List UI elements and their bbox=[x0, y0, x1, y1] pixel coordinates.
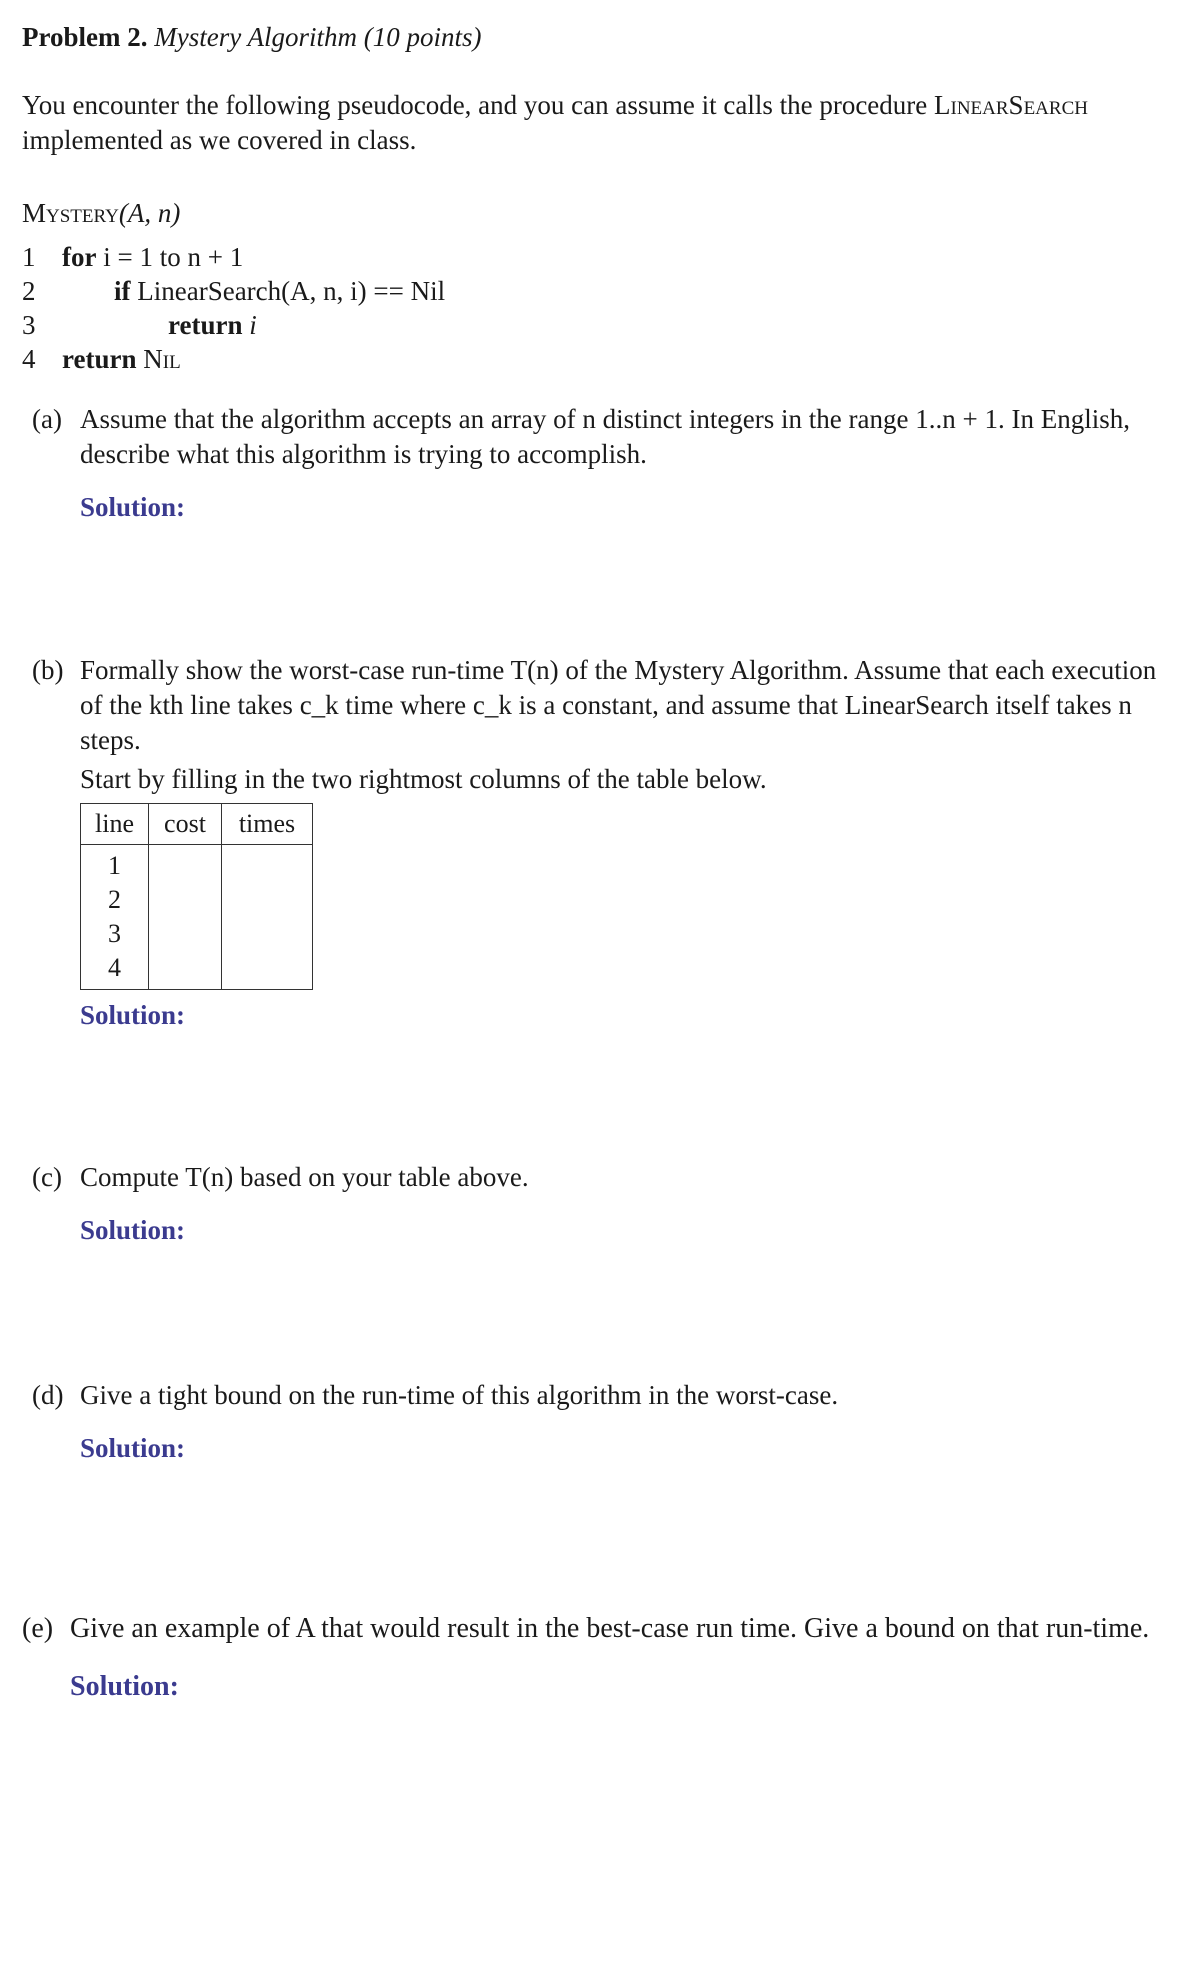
code-keyword: for bbox=[62, 242, 97, 272]
part-c-solution-label: Solution: bbox=[80, 1215, 186, 1245]
part-b bbox=[32, 653, 1172, 797]
code-text: LinearSearch(A, n, i) == Nil bbox=[130, 276, 446, 306]
code-line-number: 1 bbox=[22, 242, 36, 272]
table-line-3: 3 bbox=[108, 919, 121, 948]
part-d bbox=[32, 1378, 1172, 1466]
part-e-solution-label: Solution: bbox=[70, 1671, 179, 1702]
header-cost: cost bbox=[149, 804, 222, 845]
part-e bbox=[22, 1610, 1182, 1706]
code-text: i bbox=[242, 310, 257, 340]
code-line-number: 4 bbox=[22, 344, 36, 374]
problem-name: Mystery Algorithm (10 points) bbox=[154, 22, 482, 52]
part-b-instruction: Start by filling in the two rightmost columns of the table below. bbox=[80, 764, 767, 794]
cost-table-body-row bbox=[81, 845, 313, 990]
cost-table bbox=[80, 803, 313, 990]
intro-text-after: implemented as we covered in class. bbox=[22, 125, 417, 155]
part-d-label: (d) bbox=[32, 1380, 64, 1410]
header-line: line bbox=[81, 804, 149, 845]
part-c bbox=[32, 1160, 1172, 1248]
intro-text-before: You encounter the following pseudocode, and you can assume it calls the procedure bbox=[22, 90, 935, 120]
part-c-label: (c) bbox=[32, 1162, 62, 1192]
algorithm-signature bbox=[22, 196, 180, 231]
code-line-number: 2 bbox=[22, 276, 36, 306]
part-b-text: Formally show the worst-case run-time T(n) of the Mystery Algorithm. Assume that each execution of the kth line takes c_k time where c_k is a constant, and assume that LinearSearch itself takes n steps. bbox=[80, 655, 1157, 755]
problem-label: Problem 2. bbox=[22, 22, 148, 52]
part-d-text: Give a tight bound on the run-time of this algorithm in the worst-case. bbox=[80, 1380, 839, 1410]
table-line-1: 1 bbox=[108, 851, 121, 880]
intro-paragraph bbox=[22, 88, 1182, 158]
part-a-label: (a) bbox=[32, 404, 62, 434]
part-d-solution-label: Solution: bbox=[80, 1433, 186, 1463]
part-c-text: Compute T(n) based on your table above. bbox=[80, 1162, 529, 1192]
header-times: times bbox=[222, 804, 313, 845]
table-line-2: 2 bbox=[108, 885, 121, 914]
problem-title bbox=[22, 20, 481, 55]
part-a-solution-label: Solution: bbox=[80, 492, 186, 522]
line-numbers-cell bbox=[81, 845, 149, 990]
code-text: Nil bbox=[136, 344, 181, 374]
part-a bbox=[32, 402, 1172, 525]
code-line-number: 3 bbox=[22, 310, 36, 340]
part-a-text: Assume that the algorithm accepts an array of n distinct integers in the range 1..n + 1. In English, describe what this algorithm is trying to accomplish. bbox=[80, 404, 1130, 469]
cost-table-header-row bbox=[81, 804, 313, 845]
part-e-label: (e) bbox=[22, 1613, 54, 1644]
code-keyword: return bbox=[62, 344, 137, 374]
table-line-4: 4 bbox=[108, 953, 121, 982]
code-keyword: if bbox=[114, 276, 131, 306]
intro-procedure: LinearSearch bbox=[934, 90, 1088, 120]
algorithm-params: (A, n) bbox=[118, 198, 181, 228]
times-column-blank bbox=[222, 845, 313, 990]
code-keyword: return bbox=[168, 310, 243, 340]
part-b-label: (b) bbox=[32, 655, 64, 685]
algorithm-name: Mystery bbox=[22, 198, 119, 228]
part-b-solution-label: Solution: bbox=[80, 1000, 186, 1030]
code-text: i = 1 to n + 1 bbox=[96, 242, 244, 272]
cost-column-blank bbox=[149, 845, 222, 990]
part-e-text: Give an example of A that would result in the best-case run time. Give a bound on that run-time. bbox=[70, 1613, 1150, 1644]
